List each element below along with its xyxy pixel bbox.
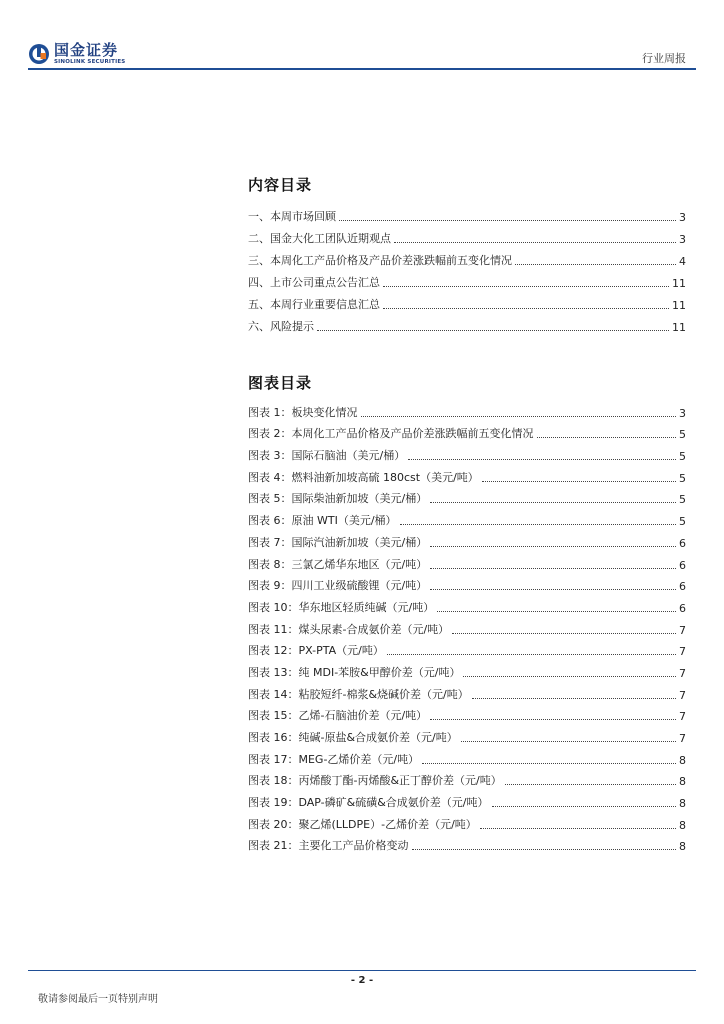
figure-toc-item[interactable]: 图表 8：三氯乙烯华东地区（元/吨） 6 xyxy=(248,557,686,572)
content-toc xyxy=(248,202,686,334)
figure-toc-item[interactable]: 图表 11：煤头尿素-合成氨价差（元/吨） 7 xyxy=(248,622,686,637)
footer-divider xyxy=(28,970,696,971)
figure-toc-item[interactable]: 图表 18：丙烯酸丁酯-丙烯酸&正丁醇价差（元/吨） 8 xyxy=(248,774,686,789)
sinolink-logo xyxy=(28,40,125,68)
figure-toc-item[interactable]: 图表 1：板块变化情况 3 xyxy=(248,405,686,420)
figure-toc-item[interactable]: 图表 10：华东地区轻质纯碱（元/吨） 6 xyxy=(248,600,686,615)
toc-item[interactable]: 四、上市公司重点公告汇总 11 xyxy=(248,276,686,290)
toc-item[interactable]: 五、本周行业重要信息汇总 11 xyxy=(248,298,686,312)
content-toc-title: 内容目录 xyxy=(248,176,313,194)
page-number: - 2 - xyxy=(350,975,374,986)
figure-toc-item[interactable]: 图表 7：国际汽油新加坡（美元/桶） 6 xyxy=(248,535,686,550)
report-type: 行业周报 xyxy=(642,52,686,65)
brand-name-en: SINOLINK SECURITIES xyxy=(54,58,126,65)
disclaimer-note: 敬请参阅最后一页特别声明 xyxy=(38,994,158,1005)
figure-toc-item[interactable]: 图表 3：国际石脑油（美元/桶） 5 xyxy=(248,449,686,464)
figure-toc-item[interactable]: 图表 17：MEG-乙烯价差（元/吨） 8 xyxy=(248,752,686,767)
figure-toc-title: 图表目录 xyxy=(248,374,313,392)
toc-item[interactable]: 一、本周市场回顾 3 xyxy=(248,210,686,224)
toc-item[interactable]: 二、国金大化工团队近期观点 3 xyxy=(248,232,686,246)
figure-toc-item[interactable]: 图表 15：乙烯-石脑油价差（元/吨） 7 xyxy=(248,709,686,724)
sinolink-logo-icon xyxy=(28,43,50,65)
figure-toc-item[interactable]: 图表 21：主要化工产品价格变动 8 xyxy=(248,839,686,854)
figure-toc-item[interactable]: 图表 16：纯碱-原盐&合成氨价差（元/吨） 7 xyxy=(248,731,686,745)
figure-toc-item[interactable]: 图表 14：粘胶短纤-棉浆&烧碱价差（元/吨） 7 xyxy=(248,687,686,702)
toc-item[interactable]: 六、风险提示 11 xyxy=(248,320,686,334)
figure-toc-item[interactable]: 图表 2：本周化工产品价格及产品价差涨跌幅前五变化情况 5 xyxy=(248,427,686,442)
figure-toc-item[interactable]: 图表 6：原油 WTI（美元/桶） 5 xyxy=(248,514,686,529)
figure-toc-item[interactable]: 图表 19：DAP-磷矿&硫磺&合成氨价差（元/吨） 8 xyxy=(248,796,686,811)
figure-toc-item[interactable]: 图表 12：PX-PTA（元/吨） 7 xyxy=(248,644,686,659)
figure-toc xyxy=(248,398,686,853)
header-divider xyxy=(28,68,696,70)
figure-toc-item[interactable]: 图表 4：燃料油新加坡高硫 180cst（美元/吨） 5 xyxy=(248,470,686,485)
brand-name-cn: 国金证券 xyxy=(54,40,119,59)
figure-toc-item[interactable]: 图表 20：聚乙烯(LLDPE）-乙烯价差（元/吨） 8 xyxy=(248,817,686,832)
figure-toc-item[interactable]: 图表 9：四川工业级硫酸锂（元/吨） 6 xyxy=(248,579,686,594)
figure-toc-item[interactable]: 图表 5：国际柴油新加坡（美元/桶） 5 xyxy=(248,492,686,507)
toc-item[interactable]: 三、本周化工产品价格及产品价差涨跌幅前五变化情况 4 xyxy=(248,254,686,268)
figure-toc-item[interactable]: 图表 13：纯 MDI-苯胺&甲醇价差（元/吨） 7 xyxy=(248,665,686,680)
